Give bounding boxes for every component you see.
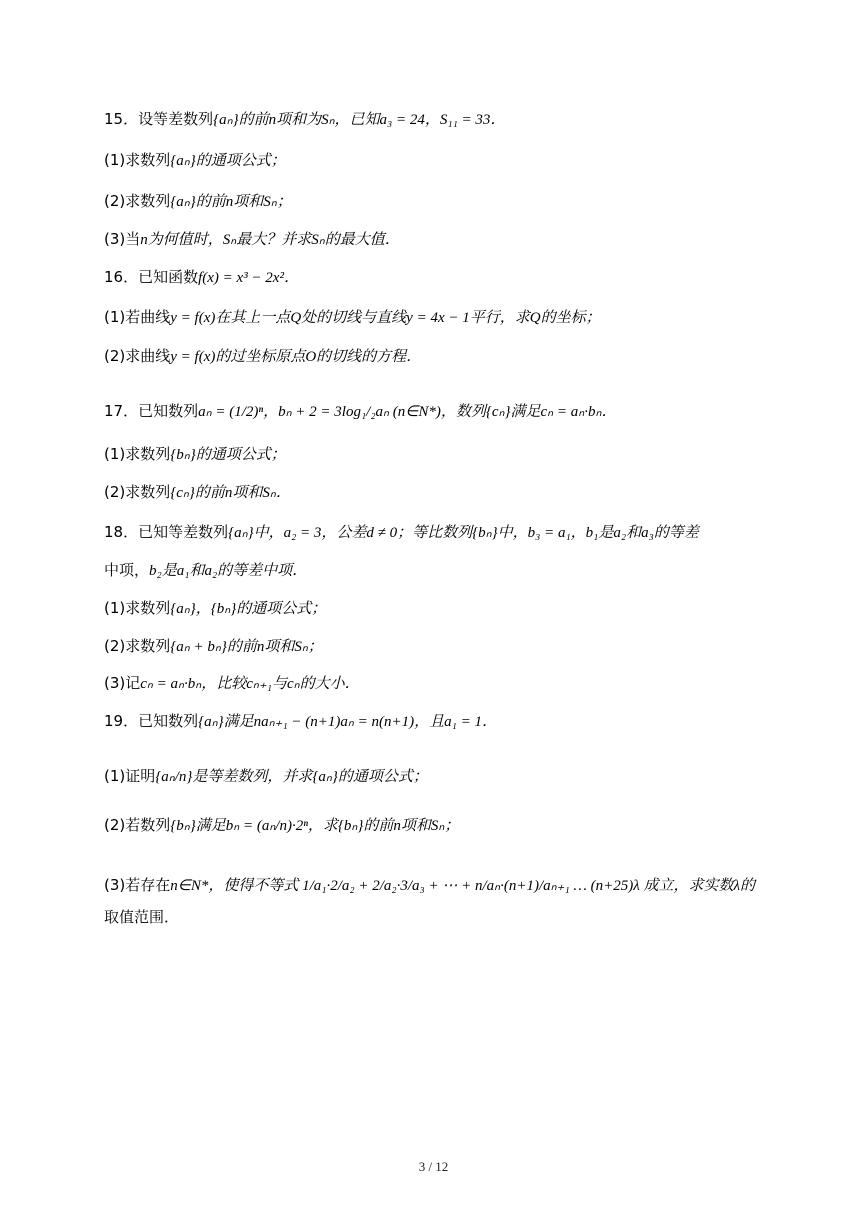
problem-19-stem bbox=[104, 710, 497, 733]
problem-18-stem-cont bbox=[104, 559, 307, 582]
problem-17-part-1 bbox=[104, 443, 286, 466]
text-run: (2)求数列 bbox=[104, 637, 171, 655]
problem-18-part-2 bbox=[104, 635, 323, 658]
math-run: cₙ = aₙ·bₙ，比较cₙ₊₁与cₙ的大小． bbox=[140, 676, 360, 692]
text-run: (2)求曲线 bbox=[104, 347, 171, 365]
text-run: (3)记 bbox=[104, 674, 141, 692]
math-run: n为何值时，Sₙ最大？并求Sₙ的最大值． bbox=[140, 232, 400, 248]
math-run: f(x) = x³ − 2x²． bbox=[198, 270, 299, 286]
problem-18-stem bbox=[104, 521, 699, 544]
problem-15-stem bbox=[104, 108, 505, 131]
text-run: (1)求数列 bbox=[104, 151, 171, 169]
text-run: (1)若曲线 bbox=[104, 308, 171, 326]
text-run: (1)求数列 bbox=[104, 445, 171, 463]
text-run: 19．已知数列 bbox=[104, 712, 199, 730]
problem-19-part-1 bbox=[104, 765, 428, 788]
math-run: {bₙ}的通项公式； bbox=[170, 447, 286, 463]
text-run: 16．已知函数 bbox=[104, 268, 199, 286]
text-run: (2)若数列 bbox=[104, 816, 171, 834]
math-run: {aₙ}的前n项和Sₙ； bbox=[170, 194, 292, 210]
text-run: (2)求数列 bbox=[104, 483, 171, 501]
math-run: {aₙ/n}是等差数列，并求{aₙ}的通项公式； bbox=[155, 769, 428, 785]
math-run: {aₙ}中，a₂ = 3，公差d ≠ 0；等比数列{bₙ}中，b₃ = a₁，b₁是a₂和a₃的等差 bbox=[228, 525, 699, 541]
problem-17-stem bbox=[104, 400, 616, 423]
problem-19-part-3-cont bbox=[104, 906, 179, 929]
problem-15-part-3 bbox=[104, 228, 400, 251]
math-run: {aₙ}满足naₙ₊₁ − (n+1)aₙ = n(n+1)，且a₁ = 1． bbox=[198, 714, 497, 730]
problem-15-part-2 bbox=[104, 190, 292, 213]
problem-16-part-2 bbox=[104, 345, 421, 368]
text-run: (1)求数列 bbox=[104, 599, 171, 617]
math-run: {aₙ}的通项公式； bbox=[170, 153, 286, 169]
math-run: b₂是a₁和a₂的等差中项． bbox=[149, 563, 308, 579]
text-run: (1)证明 bbox=[104, 767, 156, 785]
problem-18-part-3 bbox=[104, 672, 360, 695]
text-run: (3)若存在 bbox=[104, 876, 171, 894]
math-run: {bₙ}满足bₙ = (aₙ/n)·2ⁿ，求{bₙ}的前n项和Sₙ； bbox=[170, 818, 460, 834]
page-number: 3 / 12 bbox=[418, 1159, 449, 1174]
problem-18-part-1 bbox=[104, 597, 326, 620]
problem-16-stem bbox=[104, 266, 299, 289]
text-run: 中项， bbox=[104, 561, 150, 579]
math-run: aₙ = (1/2)ⁿ，bₙ + 2 = 3log₁/₂aₙ (n∈N*)，数列{cₙ}满足cₙ = aₙ·bₙ． bbox=[198, 404, 617, 420]
math-run: {aₙ + bₙ}的前n项和Sₙ； bbox=[170, 639, 323, 655]
text-run: 17．已知数列 bbox=[104, 402, 199, 420]
math-run: y = f(x)在其上一点Q处的切线与直线y = 4x − 1平行，求Q的坐标； bbox=[170, 310, 601, 326]
text-run: (2)求数列 bbox=[104, 192, 171, 210]
text-run: 15．设等差数列 bbox=[104, 110, 214, 128]
text-run: 18．已知等差数列 bbox=[104, 523, 229, 541]
problem-19-part-2 bbox=[104, 814, 459, 837]
problem-16-part-1 bbox=[104, 306, 601, 329]
math-run: n∈N*，使得不等式 1/a₁·2/a₂ + 2/a₂·3/a₃ + ⋯ + n/aₙ·(n+1)/aₙ₊₁ … (n+25)λ 成立，求实数λ的 bbox=[170, 878, 755, 894]
text-run: (3)当 bbox=[104, 230, 141, 248]
math-run: {cₙ}的前n项和Sₙ． bbox=[170, 485, 291, 501]
math-run: {aₙ}的前n项和为Sₙ，已知a₃ = 24，S₁₁ = 33． bbox=[213, 112, 506, 128]
problem-17-part-2 bbox=[104, 481, 291, 504]
problem-15-part-1 bbox=[104, 149, 286, 172]
math-run: {aₙ}，{bₙ}的通项公式； bbox=[170, 601, 327, 617]
text-run: 取值范围． bbox=[104, 908, 180, 926]
problem-19-part-3 bbox=[104, 874, 755, 897]
math-run: y = f(x)的过坐标原点O的切线的方程． bbox=[170, 349, 422, 365]
